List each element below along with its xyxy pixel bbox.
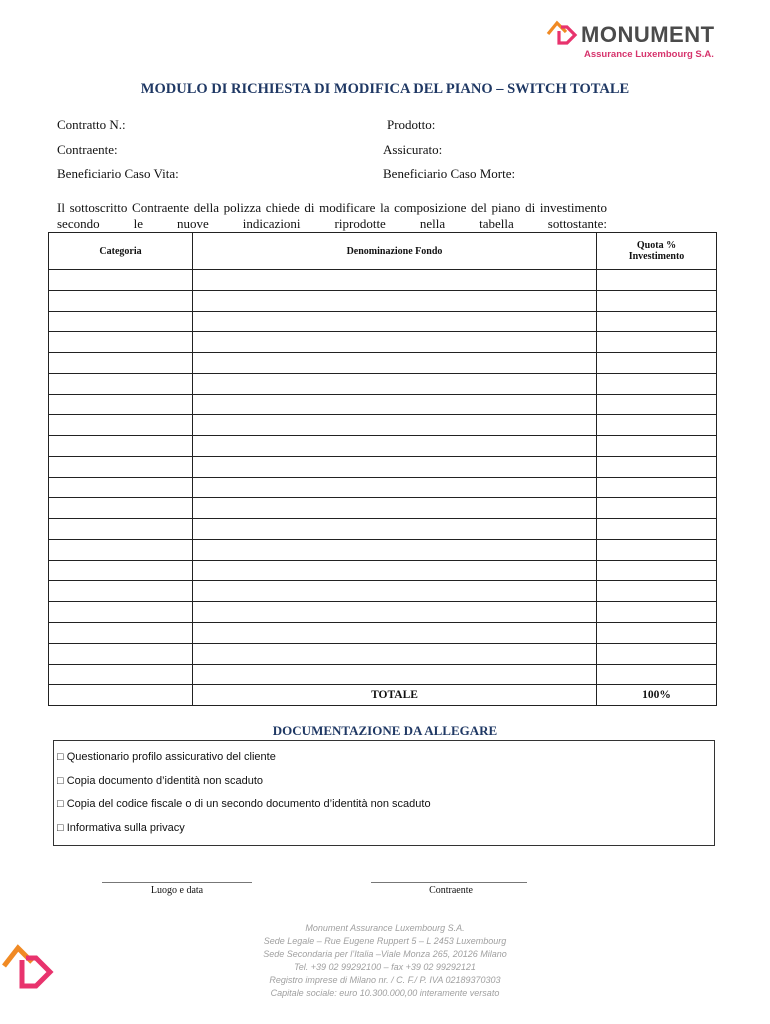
signature-line-contraente[interactable] xyxy=(371,882,527,883)
contract-number-label: Contratto N.: xyxy=(57,117,126,132)
categoria-cell[interactable] xyxy=(49,664,193,685)
total-value: 100% xyxy=(597,685,717,706)
header-quota-line2: Investimento xyxy=(628,251,685,262)
doc-item-tax-code[interactable] xyxy=(57,798,431,810)
brand-name: MONUMENT xyxy=(581,22,715,47)
quota-cell[interactable] xyxy=(597,373,717,394)
brand-logo xyxy=(545,18,745,66)
table-row xyxy=(49,519,717,540)
categoria-cell[interactable] xyxy=(49,415,193,436)
doc-item-privacy[interactable] xyxy=(57,822,185,834)
fondo-cell[interactable] xyxy=(193,436,597,457)
header-categoria: Categoria xyxy=(49,233,193,270)
categoria-cell[interactable] xyxy=(49,290,193,311)
fondo-cell[interactable] xyxy=(193,477,597,498)
table-row xyxy=(49,270,717,291)
fondo-cell[interactable] xyxy=(193,560,597,581)
fondo-cell[interactable] xyxy=(193,290,597,311)
table-row xyxy=(49,498,717,519)
footer-line: Capitale sociale: euro 10.300.000,00 interamente versato xyxy=(270,988,500,998)
quota-cell[interactable] xyxy=(597,477,717,498)
fondo-cell[interactable] xyxy=(193,623,597,644)
categoria-cell[interactable] xyxy=(49,436,193,457)
doc-item-label: Copia documento d’identità non scaduto xyxy=(66,775,264,787)
table-row xyxy=(49,373,717,394)
fondo-cell[interactable] xyxy=(193,394,597,415)
documentation-title: DOCUMENTAZIONE DA ALLEGARE xyxy=(272,723,498,738)
footer-line: Registro imprese di Milano nr. / C. F./ P. IVA 02189370303 xyxy=(269,975,501,985)
table-row xyxy=(49,477,717,498)
table-row xyxy=(49,311,717,332)
checkbox-icon[interactable]: □ xyxy=(57,751,64,763)
contraente-signature-label: Contraente xyxy=(429,885,473,896)
beneficiary-death-label: Beneficiario Caso Morte: xyxy=(383,166,516,181)
checkbox-icon[interactable]: □ xyxy=(57,798,64,810)
insured-label: Assicurato: xyxy=(383,142,443,157)
header-quota-investimento xyxy=(597,233,717,270)
header-denominazione-fondo: Denominazione Fondo xyxy=(193,233,597,270)
categoria-cell[interactable] xyxy=(49,373,193,394)
table-row xyxy=(49,415,717,436)
table-row xyxy=(49,664,717,685)
header-quota-line1: Quota % xyxy=(636,240,677,251)
table-row xyxy=(49,290,717,311)
fondo-cell[interactable] xyxy=(193,539,597,560)
total-row xyxy=(49,685,717,706)
fondo-cell[interactable] xyxy=(193,353,597,374)
signature-line-place-date[interactable] xyxy=(102,882,252,883)
quota-cell[interactable] xyxy=(597,436,717,457)
allocation-table xyxy=(48,232,717,706)
quota-cell[interactable] xyxy=(597,560,717,581)
fondo-cell[interactable] xyxy=(193,602,597,623)
doc-item-label: Questionario profilo assicurativo del cliente xyxy=(66,751,276,763)
categoria-cell[interactable] xyxy=(49,394,193,415)
fondo-cell[interactable] xyxy=(193,332,597,353)
total-empty-cell xyxy=(49,685,193,706)
fondo-cell[interactable] xyxy=(193,581,597,602)
categoria-cell[interactable] xyxy=(49,623,193,644)
table-row xyxy=(49,394,717,415)
categoria-cell[interactable] xyxy=(49,270,193,291)
page-title: MODULO DI RICHIESTA DI MODIFICA DEL PIANO – SWITCH TOTALE xyxy=(140,81,630,97)
checkbox-icon[interactable]: □ xyxy=(57,822,64,834)
footer-company-info xyxy=(240,922,530,1000)
policyholder-label: Contraente: xyxy=(57,142,118,157)
quota-cell[interactable] xyxy=(597,332,717,353)
quota-cell[interactable] xyxy=(597,353,717,374)
categoria-cell[interactable] xyxy=(49,311,193,332)
footer-line: Sede Secondaria per l’Italia –Viale Monza 265, 20126 Milano xyxy=(263,949,507,959)
quota-cell[interactable] xyxy=(597,456,717,477)
categoria-cell[interactable] xyxy=(49,560,193,581)
quota-cell[interactable] xyxy=(597,498,717,519)
documentation-box xyxy=(53,740,715,846)
table-row xyxy=(49,643,717,664)
quota-cell[interactable] xyxy=(597,664,717,685)
quota-cell[interactable] xyxy=(597,519,717,540)
fondo-cell[interactable] xyxy=(193,311,597,332)
doc-item-label: Copia del codice fiscale o di un secondo documento d’identità non scaduto xyxy=(66,798,431,810)
quota-cell[interactable] xyxy=(597,394,717,415)
categoria-cell[interactable] xyxy=(49,519,193,540)
categoria-cell[interactable] xyxy=(49,456,193,477)
fondo-cell[interactable] xyxy=(193,373,597,394)
table-row xyxy=(49,623,717,644)
doc-item-label: Informativa sulla privacy xyxy=(66,822,185,834)
total-label: TOTALE xyxy=(193,685,597,706)
quota-cell[interactable] xyxy=(597,539,717,560)
footer-line: Sede Legale – Rue Eugene Ruppert 5 – L 2453 Luxembourg xyxy=(263,936,507,946)
fondo-cell[interactable] xyxy=(193,415,597,436)
checkbox-icon[interactable]: □ xyxy=(57,775,64,787)
beneficiary-life-label: Beneficiario Caso Vita: xyxy=(57,166,179,181)
footer-logo-icon xyxy=(0,938,60,998)
table-row xyxy=(49,456,717,477)
quota-cell[interactable] xyxy=(597,581,717,602)
brand-subtitle: Assurance Luxembourg S.A. xyxy=(584,49,714,60)
quota-cell[interactable] xyxy=(597,290,717,311)
quota-cell[interactable] xyxy=(597,311,717,332)
doc-item-id-document[interactable] xyxy=(57,775,263,787)
table-row xyxy=(49,539,717,560)
footer-line: Monument Assurance Luxembourg S.A. xyxy=(305,923,465,933)
intro-paragraph: Il sottoscritto Contraente della polizza chiede di modificare la composizione del piano di investimento secondo le nuove indicazioni riprodotte nella tabella sottostante: xyxy=(57,200,607,231)
categoria-cell[interactable] xyxy=(49,643,193,664)
doc-item-questionnaire[interactable] xyxy=(57,751,276,763)
table-row xyxy=(49,332,717,353)
categoria-cell[interactable] xyxy=(49,602,193,623)
table-row xyxy=(49,436,717,457)
quota-cell[interactable] xyxy=(597,602,717,623)
place-date-label: Luogo e data xyxy=(150,885,204,896)
categoria-cell[interactable] xyxy=(49,498,193,519)
categoria-cell[interactable] xyxy=(49,539,193,560)
table-row xyxy=(49,353,717,374)
quota-cell[interactable] xyxy=(597,643,717,664)
quota-cell[interactable] xyxy=(597,623,717,644)
fondo-cell[interactable] xyxy=(193,664,597,685)
footer-line: Tel. +39 02 99292100 – fax +39 02 99292121 xyxy=(294,962,476,972)
fondo-cell[interactable] xyxy=(193,456,597,477)
categoria-cell[interactable] xyxy=(49,353,193,374)
table-row xyxy=(49,602,717,623)
quota-cell[interactable] xyxy=(597,270,717,291)
monument-logo-icon xyxy=(545,18,579,48)
categoria-cell[interactable] xyxy=(49,477,193,498)
table-header-row xyxy=(49,233,717,270)
categoria-cell[interactable] xyxy=(49,332,193,353)
table-row xyxy=(49,560,717,581)
fondo-cell[interactable] xyxy=(193,519,597,540)
product-label: Prodotto: xyxy=(387,117,436,132)
fondo-cell[interactable] xyxy=(193,498,597,519)
quota-cell[interactable] xyxy=(597,415,717,436)
table-row xyxy=(49,581,717,602)
categoria-cell[interactable] xyxy=(49,581,193,602)
fondo-cell[interactable] xyxy=(193,643,597,664)
fondo-cell[interactable] xyxy=(193,270,597,291)
